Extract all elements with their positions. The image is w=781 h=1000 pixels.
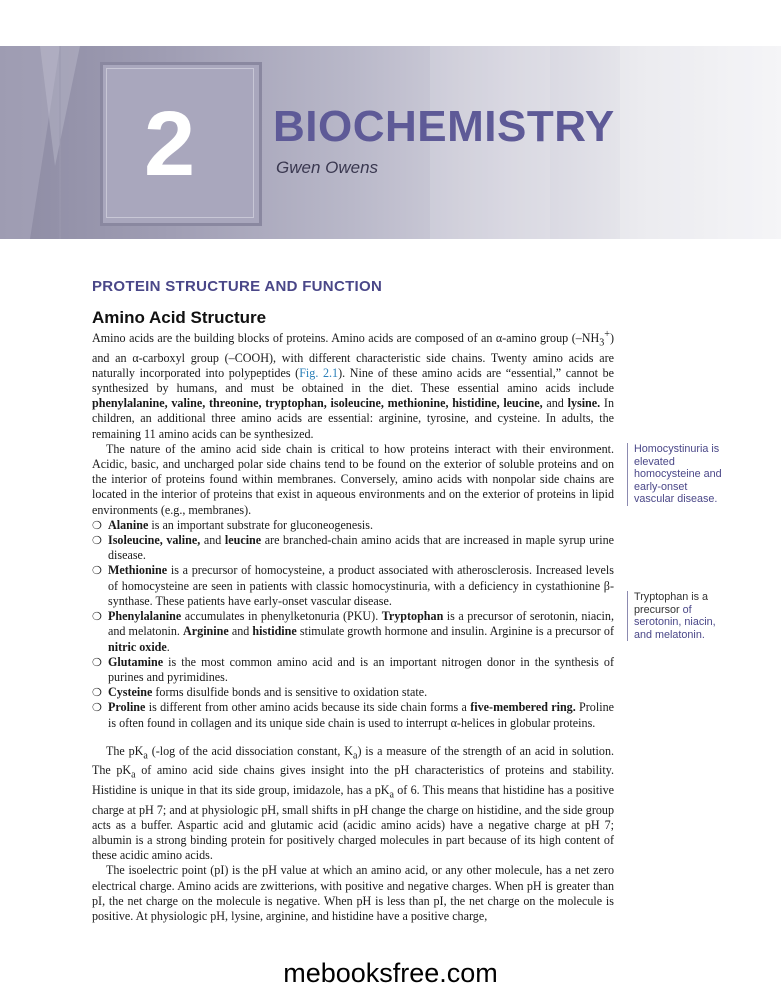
list-item: ❍ Alanine is an important substrate for gluconeogenesis. bbox=[92, 517, 374, 532]
subsection-heading: Amino Acid Structure bbox=[92, 308, 267, 327]
bullet-icon: ❍ bbox=[92, 655, 102, 669]
chapter-author: Gwen Owens bbox=[276, 158, 379, 177]
chapter-title: BIOCHEMISTRY bbox=[273, 102, 615, 151]
list-item: ❍ Cysteine forms disulfide bonds and is sensitive to oxidation state. bbox=[92, 685, 428, 700]
paragraph-side-chains: The nature of the amino acid side chain is critical to how proteins interact with their environment. Acidic, basic, and uncharged polar side chains tend to be found on the exterior of soluble proteins and on the interior of proteins found within membranes. Conversely, amino acids with nonpolar side chains are located in the interior of proteins that exist in aqueous environments and on the exterior of proteins in lipid environments (e.g., membranes). bbox=[92, 441, 614, 517]
bullet-icon: ❍ bbox=[92, 564, 102, 578]
list-item: ❍ Proline is different from other amino acids because its side chain forms a five-membered ring. Proline is often found in collagen and its unique side chain is used to interrupt α-helices in globular proteins. bbox=[92, 700, 614, 730]
paragraph-pka: The $pK_a$ (-log of the acid dissociation constant, $K_a$) is a measure of the strength of an acid in solution. The $pK_a$ of amino acid side chains gives insight into the pH characteristics of proteins and stability. Histidine is unique in that its side group, imidazole, has a $pK_a$ of 6. This means that histidine has a positive charge at pH 7; and at physiologic pH, small shifts in pH change the charge on histidine, and the side group acts as a buffer. Aspartic acid and glutamic acid (acidic amino acids) have a negative charge at pH 7; albumin is a strong binding protein for positively charged molecules in part because of its high content of these acidic amino acids. bbox=[92, 743, 615, 863]
paragraph-amino-acids: Amino acids are the building blocks of proteins. Amino acids are composed of an α-amino group $(-NH_3^+)$ and an α-carboxyl group (–COOH), with different characteristic side chains. Twenty amino acids are naturally incorporated into polypeptides (Fig. 2.1). Nine of these amino acids are “essential,” cannot be synthesized by humans, and must be obtained in the diet. These essential amino acids include phenylalanine, valine, threonine, tryptophan, isoleucine, methionine, histidine, leucine, and lysine. In children, an additional three amino acids are essential: arginine, tyrosine, and cysteine. In adults, the remaining 11 amino acids can be synthesized. bbox=[92, 329, 614, 441]
bullet-icon: ❍ bbox=[92, 610, 102, 624]
list-item: ❍ Methionine is a precursor of homocysteine, a product associated with atherosclerosis. Increased levels of homocysteine are seen in patients with classic homocystinuria, with a deficiency in cystathionine β-synthase. These patients have early-onset vascular disease. bbox=[92, 563, 614, 608]
bullet-icon: ❍ bbox=[92, 518, 102, 532]
list-item: ❍ Glutamine is the most common amino acid and is an important nitrogen donor in the synthesis of purines and pyrimidines. bbox=[92, 654, 614, 684]
sidenote-tryptophan: Tryptophan is a precursor of serotonin, niacin, and melatonin. bbox=[627, 591, 728, 641]
paragraph-isoelectric-point: The isoelectric point (pI) is the pH value at which an amino acid, or any other molecule, has a net zero electrical charge. Amino acids are zwitterions, with positive and negative charges. When pH is greater than pI, the net charge on the molecule is negative. When pH is less than pI, the net charge on the molecule is positive. At physiologic pH, lysine, arginine, and histidine have a positive charge, bbox=[92, 863, 614, 923]
list-item: ❍ Phenylalanine accumulates in phenylketonuria (PKU). Tryptophan is a precursor of serotonin, niacin, and melatonin. Arginine and histidine stimulate growth hormone and insulin. Arginine is a precursor of nitric oxide. bbox=[92, 609, 614, 654]
bullet-icon: ❍ bbox=[92, 701, 102, 715]
amino-acid-list bbox=[92, 518, 614, 731]
footer-watermark: mebooksfree.com bbox=[283, 958, 498, 988]
bullet-icon: ❍ bbox=[92, 534, 102, 548]
chapter-number: 2 bbox=[144, 93, 196, 195]
figure-link[interactable]: Fig. 2.1 bbox=[299, 365, 339, 380]
section-heading: PROTEIN STRUCTURE AND FUNCTION bbox=[92, 278, 383, 295]
list-item: ❍ Isoleucine, valine, and leucine are branched-chain amino acids that are increased in maple syrup urine disease. bbox=[92, 533, 615, 563]
bullet-icon: ❍ bbox=[92, 686, 102, 700]
body-text bbox=[92, 327, 614, 924]
sidenote-homocystinuria: Homocystinuria is elevated homocysteine and early-onset vascular disease. bbox=[627, 443, 728, 506]
